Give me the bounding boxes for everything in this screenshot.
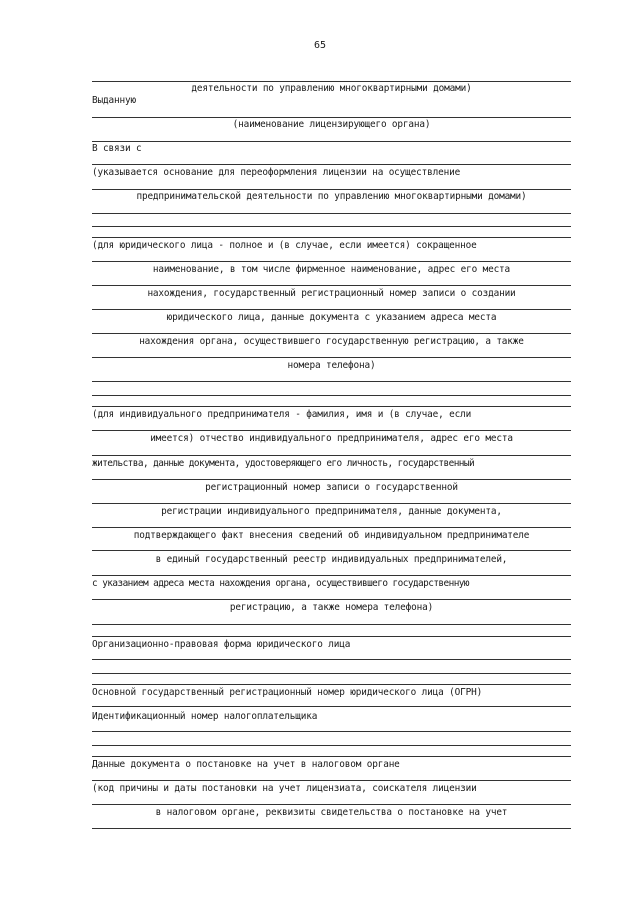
- fill-line: [92, 599, 571, 600]
- fill-line: [92, 780, 571, 781]
- fill-line: [92, 381, 571, 382]
- fill-line: [92, 430, 571, 431]
- fill-line: [92, 237, 571, 238]
- fill-line: [92, 624, 571, 625]
- caption-line: с указанием адреса места нахождения органа, осуществившего государственную: [92, 578, 469, 589]
- field-label-tax-registration: Данные документа о постановке на учет в налоговом органе: [92, 759, 400, 770]
- fill-line: [92, 828, 571, 829]
- fill-line: [92, 636, 571, 637]
- field-label-issued: Выданную: [92, 95, 136, 106]
- caption-line: (для юридического лица - полное и (в случае, если имеется) сокращенное: [92, 240, 477, 251]
- caption-line: регистрацию, а также номера телефона): [229, 602, 434, 613]
- caption-line: нахождения органа, осуществившего государственную регистрацию, а также: [139, 336, 524, 347]
- fill-line: [92, 575, 571, 576]
- caption-line: регистрации индивидуального предпринимателя, данные документа,: [161, 506, 502, 517]
- fill-line: [92, 550, 571, 551]
- caption-line: имеется) отчество индивидуального предпринимателя, адрес его места: [150, 433, 513, 444]
- caption-line: регистрационный номер записи о государственной: [205, 482, 458, 493]
- fill-line: [92, 673, 571, 674]
- fill-line: [92, 285, 571, 286]
- fill-line: [92, 226, 571, 227]
- fill-line: [92, 731, 571, 732]
- fill-line: [92, 333, 571, 334]
- caption-line: в единый государственный реестр индивидуальных предпринимателей,: [155, 554, 508, 565]
- fill-line: [92, 406, 571, 407]
- field-label-ogrn: Основной государственный регистрационный номер юридического лица (ОГРН): [92, 687, 483, 698]
- fill-line: [92, 309, 571, 310]
- fill-line: [92, 706, 571, 707]
- fill-line: [92, 81, 571, 82]
- fill-line: [92, 395, 571, 396]
- fill-line: [92, 527, 571, 528]
- fill-line: [92, 117, 571, 118]
- fill-line: [92, 164, 571, 165]
- caption-line: номера телефона): [287, 360, 376, 371]
- fill-line: [92, 357, 571, 358]
- fill-line: [92, 684, 571, 685]
- caption-line: нахождения, государственный регистрационный номер записи о создании: [147, 288, 516, 299]
- fill-line: [92, 189, 571, 190]
- caption-line: в налоговом органе, реквизиты свидетельства о постановке на учет: [155, 807, 508, 818]
- fill-line: [92, 745, 571, 746]
- fill-line: [92, 479, 571, 480]
- fill-line: [92, 213, 571, 214]
- fill-line: [92, 261, 571, 262]
- page-number: 65: [313, 40, 327, 51]
- fill-line: [92, 455, 571, 456]
- field-label-legal-form: Организационно-правовая форма юридического лица: [92, 639, 351, 650]
- fill-line: [92, 141, 571, 142]
- field-label-reason: В связи с: [92, 143, 142, 154]
- fill-line: [92, 804, 571, 805]
- fill-line: [92, 659, 571, 660]
- caption-line: юридического лица, данные документа с указанием адреса места: [166, 312, 497, 323]
- caption-line: (наименование лицензирующего органа): [232, 119, 431, 130]
- fill-line: [92, 503, 571, 504]
- caption-line: (код причины и даты постановки на учет лицензиата, соискателя лицензии: [92, 783, 477, 794]
- caption-line: наименование, в том числе фирменное наименование, адрес его места: [152, 264, 511, 275]
- caption-line: предпринимательской деятельности по управлению многоквартирными домами): [136, 191, 527, 202]
- fill-line: [92, 756, 571, 757]
- caption-line: (для индивидуального предпринимателя - фамилия, имя и (в случае, если: [92, 409, 472, 420]
- caption-line: деятельности по управлению многоквартирными домами): [191, 83, 472, 94]
- caption-line: подтверждающего факт внесения сведений об индивидуальном предпринимателе: [133, 530, 530, 541]
- field-label-inn: Идентификационный номер налогоплательщика: [92, 711, 318, 722]
- caption-line: (указывается основание для переоформления лицензии на осуществление: [92, 167, 461, 178]
- caption-line: жительства, данные документа, удостоверяющего его личность, государственный: [92, 458, 475, 469]
